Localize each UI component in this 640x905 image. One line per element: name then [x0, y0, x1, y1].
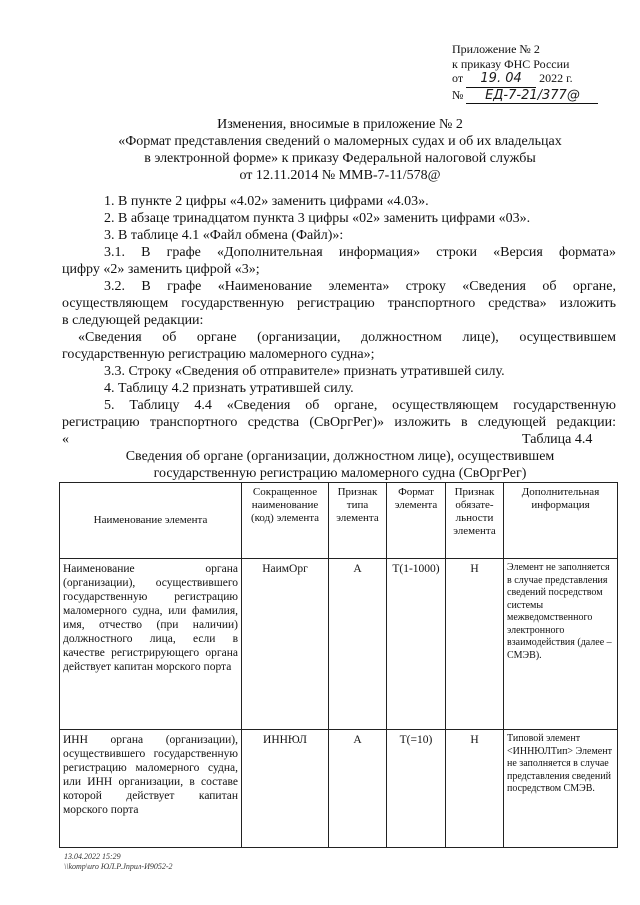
footer-timestamp: 13.04.2022 15:29	[64, 852, 121, 861]
paragraph-3-2-line-b: осуществляющем государственную регистрацию транспортного средства» изложить	[62, 296, 616, 311]
paragraph-3-2-line-c: в следующей редакции:	[62, 313, 204, 328]
paragraph-5-line-a: 5. Таблицу 4.4 «Сведения об органе, осуществляющем государственную	[104, 398, 616, 413]
appendix-number-label: №	[452, 87, 464, 102]
title-line-2: «Формат представления сведений о маломерных судах и об их владельцах	[118, 134, 562, 149]
cell-element-name: Наименование органа (организации), осуществившего государственную регистрацию маломерного судна, или фамилия, имя, отчество (при наличии) должностного лица, если в качестве регистрирующего органа действует капитан морского порта	[60, 559, 242, 730]
table-caption-line-b: государственную регистрацию маломерного судна (СвОргРег)	[153, 466, 527, 481]
header-additional-info: Дополнительная информация	[504, 483, 618, 559]
paragraph-3-1-line-b: цифру «2» заменить цифрой «3»;	[62, 262, 260, 277]
cell-additional-info: Типовой элемент <ИННЮЛТип> Элемент не заполняется в случае представления сведений посредством СМЭВ.	[504, 730, 618, 848]
cell-type: А	[329, 730, 387, 848]
appendix-line-2: к приказу ФНС России	[452, 56, 570, 71]
paragraph-3: 3. В таблице 4.1 «Файл обмена (Файл)»:	[104, 228, 344, 243]
cell-required: Н	[446, 559, 504, 730]
cell-code: ИННЮЛ	[242, 730, 329, 848]
paragraph-3-2-line-a: 3.2. В графе «Наименование элемента» строку «Сведения об органе,	[104, 279, 616, 294]
title-line-3: в электронной форме» к приказу Федеральной налоговой службы	[144, 151, 536, 166]
header-element-type: Признак типа элемента	[329, 483, 387, 559]
appendix-from-label: от	[452, 71, 464, 85]
title-line-4: от 12.11.2014 № ММВ-7-11/578@	[239, 168, 441, 183]
table-row	[60, 559, 618, 730]
paragraph-5-line-b: регистрацию транспортного средства (СвОргРег)» изложить в следующей редакции:	[62, 415, 616, 430]
cell-element-name: ИНН органа (организации), осуществившего государственную регистрацию маломерного судна, или ИНН организации, в составе которой действует капитан морского порта	[60, 730, 242, 848]
paragraph-4: 4. Таблицу 4.2 признать утратившей силу.	[104, 381, 354, 396]
appendix-line-1: Приложение № 2	[452, 42, 540, 56]
appendix-date-line	[452, 71, 598, 88]
appendix-number-line	[452, 88, 598, 105]
header-element-name: Наименование элемента	[60, 483, 242, 559]
footer-file-path: \\komp\uro ЮЛ.Р.Jnpuл-И9052-2	[64, 862, 173, 871]
cell-required: Н	[446, 730, 504, 848]
table-row	[60, 730, 618, 848]
elements-table	[59, 482, 618, 848]
cell-format: Т(1-1000)	[387, 559, 446, 730]
cell-format: Т(=10)	[387, 730, 446, 848]
appendix-block	[452, 42, 598, 104]
header-short-name: Сокращенное наименование (код) элемента	[242, 483, 329, 559]
cell-additional-info: Элемент не заполняется в случае представления сведений посредством системы межведомственного электронного взаимодействия (далее – СМЭВ).	[504, 559, 618, 730]
quote-line-b: государственную регистрацию маломерного судна»;	[62, 347, 375, 362]
table-caption-line-a: Сведения об органе (организации, должностном лице), осуществившем	[125, 449, 555, 464]
appendix-number-handwritten: ЕД-7-21/377@	[466, 89, 598, 105]
header-required-flag: Признак обязате-льности элемента	[446, 483, 504, 559]
footer-stamp	[64, 852, 173, 872]
cell-type: А	[329, 559, 387, 730]
title-line-1: Изменения, вносимые в приложение № 2	[217, 117, 463, 132]
table-label: Таблица 4.4	[522, 432, 593, 447]
paragraph-3-3: 3.3. Строку «Сведения об отправителе» признать утратившей силу.	[104, 364, 505, 379]
table-header-row	[60, 483, 618, 559]
quote-line-a: «Сведения об органе (организации, должностном лице), осуществившем	[78, 330, 616, 345]
paragraph-3-1-line-a: 3.1. В графе «Дополнительная информация» строки «Версия формата»	[104, 245, 616, 260]
paragraph-2: 2. В абзаце тринадцатом пункта 3 цифры «02» заменить цифрами «03».	[104, 211, 531, 226]
open-quote-mark: «	[62, 432, 69, 447]
appendix-date-handwritten: 19. 04	[466, 72, 536, 88]
header-element-format: Формат элемента	[387, 483, 446, 559]
paragraph-1: 1. В пункте 2 цифры «4.02» заменить цифрами «4.03».	[104, 194, 429, 209]
appendix-year: 2022 г.	[539, 71, 573, 85]
cell-code: НаимОрг	[242, 559, 329, 730]
